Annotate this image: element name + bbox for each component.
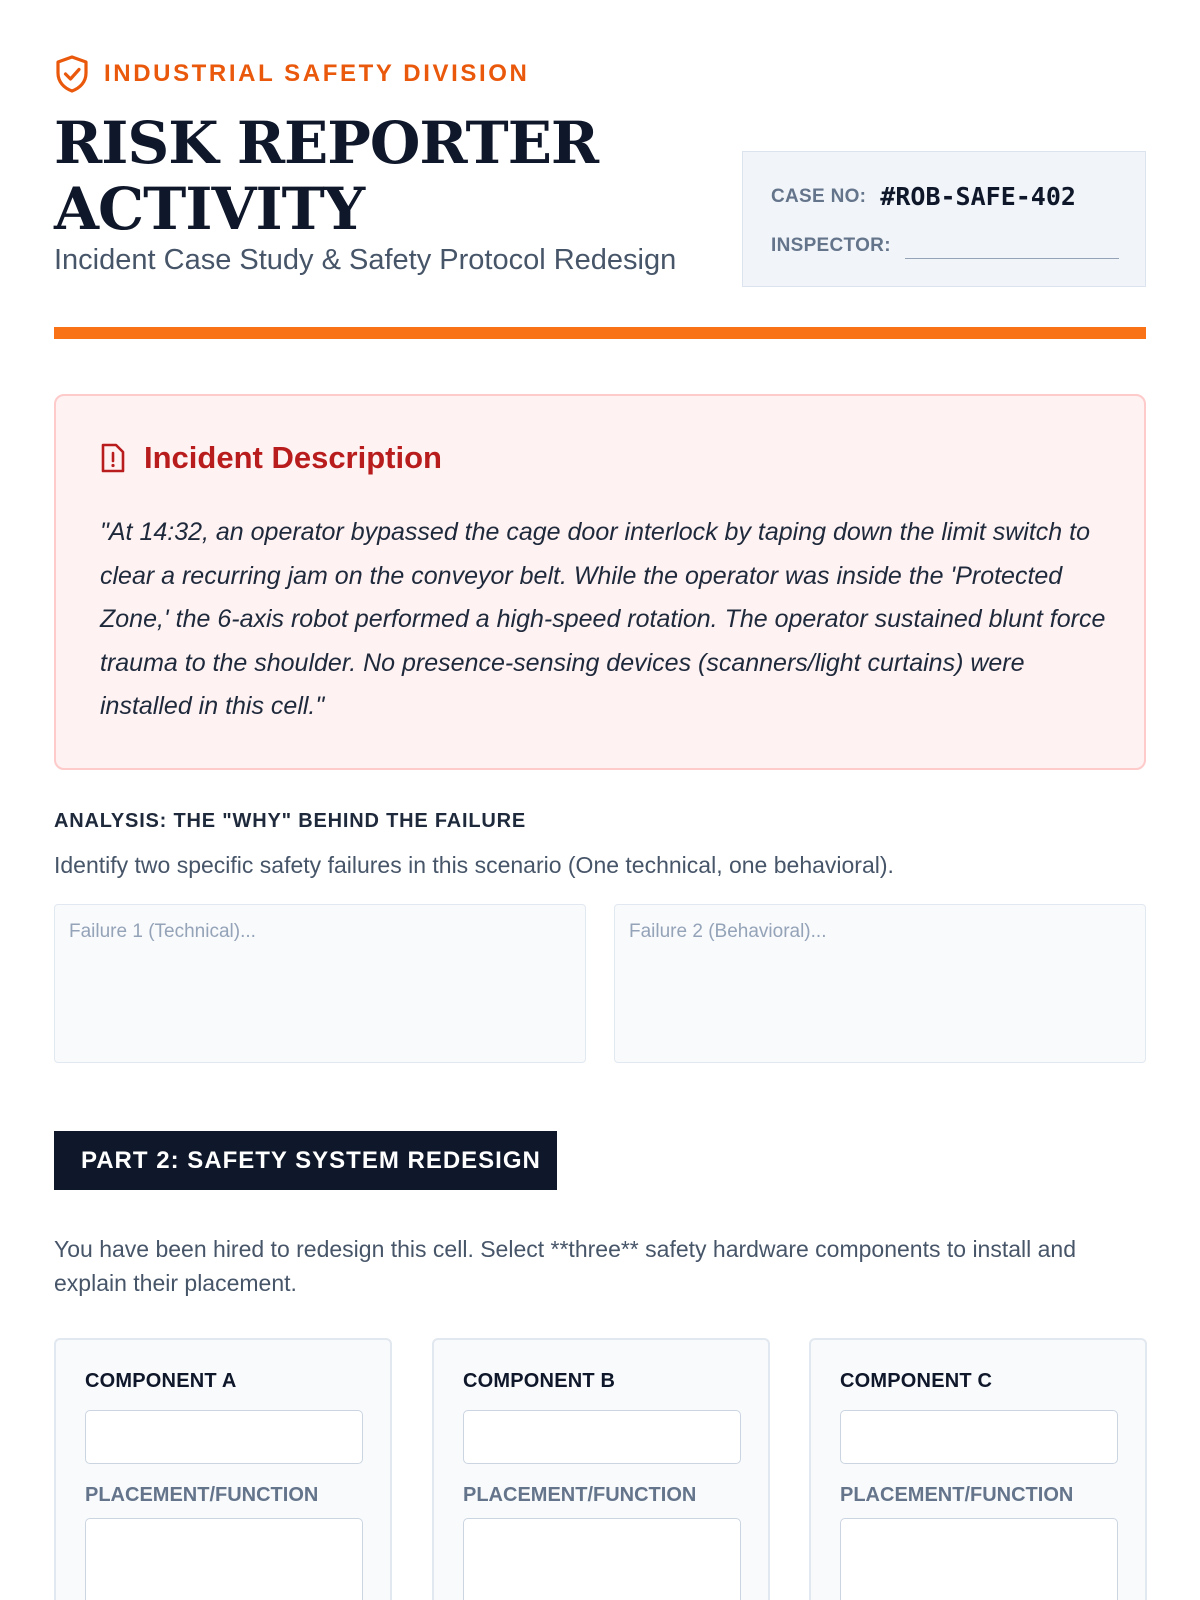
case-number-label: CASE NO: <box>771 185 867 207</box>
part-2-heading: PART 2: SAFETY SYSTEM REDESIGN <box>54 1131 557 1190</box>
component-b-title: COMPONENT B <box>463 1370 616 1392</box>
component-b-input[interactable] <box>463 1410 741 1464</box>
header-divider <box>54 327 1146 339</box>
component-a-placement-label: PLACEMENT/FUNCTION <box>85 1484 319 1506</box>
case-number-row <box>771 182 1076 211</box>
case-info-box <box>742 151 1146 287</box>
failure-2-behavioral-input[interactable] <box>614 904 1146 1063</box>
shield-check-icon <box>54 54 90 94</box>
incident-heading-text: Incident Description <box>144 440 442 475</box>
title-line-1: RISK REPORTER <box>54 109 599 177</box>
incident-heading <box>100 440 442 476</box>
component-a-placement-input[interactable] <box>85 1518 363 1600</box>
redesign-instruction: You have been hired to redesign this cell. Select **three** safety hardware components to install and explain their placement. <box>54 1236 1077 1296</box>
component-c-title: COMPONENT C <box>840 1370 993 1392</box>
component-c-placement-label: PLACEMENT/FUNCTION <box>840 1484 1074 1506</box>
analysis-title: ANALYSIS: THE "WHY" BEHIND THE FAILURE <box>54 810 526 832</box>
component-c-input[interactable] <box>840 1410 1118 1464</box>
incident-text: "At 14:32, an operator bypassed the cage door interlock by taping down the limit switch to clear a recurring jam on the conveyor belt. While the operator was inside the 'Protected Zone,' the 6-axis robot performed a high-speed rotation. The operator sustained blunt force trauma to the shoulder. No presence-sensing devices (scanners/light curtains) were installed in this cell." <box>100 518 1106 720</box>
analysis-instruction: Identify two specific safety failures in this scenario (One technical, one behavioral). <box>54 852 894 878</box>
inspector-label: INSPECTOR: <box>771 234 891 256</box>
incident-description-panel <box>54 394 1146 770</box>
failure-1-technical-input[interactable] <box>54 904 586 1063</box>
title-line-2: ACTIVITY <box>54 175 365 243</box>
page-title <box>54 110 598 242</box>
component-b-placement-label: PLACEMENT/FUNCTION <box>463 1484 697 1506</box>
component-b-placement-input[interactable] <box>463 1518 741 1600</box>
case-number-value: #ROB-SAFE-402 <box>880 182 1076 211</box>
inspector-row <box>771 232 1119 259</box>
document-alert-icon <box>100 442 126 474</box>
component-a-input[interactable] <box>85 1410 363 1464</box>
component-c-placement-input[interactable] <box>840 1518 1118 1600</box>
division-label: INDUSTRIAL SAFETY DIVISION <box>104 60 530 87</box>
component-a-card <box>54 1338 392 1600</box>
component-b-card <box>432 1338 770 1600</box>
division-header <box>54 54 529 94</box>
component-a-title: COMPONENT A <box>85 1370 237 1392</box>
page-subtitle: Incident Case Study & Safety Protocol Redesign <box>54 244 677 276</box>
inspector-signature-line[interactable] <box>905 258 1119 259</box>
component-c-card <box>809 1338 1147 1600</box>
worksheet-page <box>54 0 1146 1600</box>
